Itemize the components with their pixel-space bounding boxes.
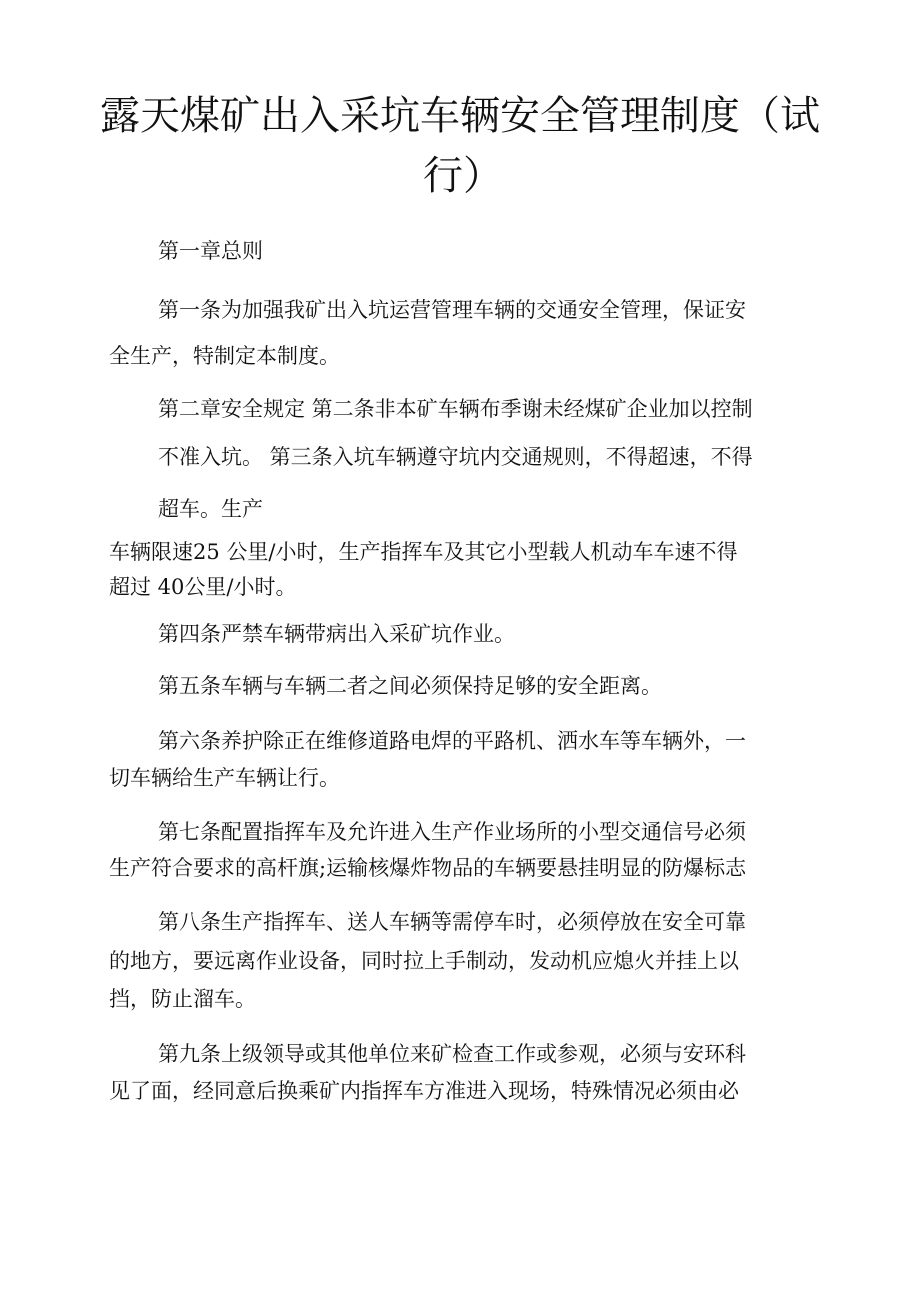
article-3-line-5: 超过 40公里/小时。 [109,575,297,599]
article-8-line-1: 第八条生产指挥车、送人车辆等需停车时，必须停放在安全可靠 [158,910,746,934]
chapter-2-line-3: 超车。生产 [158,497,263,521]
chapter-1-heading: 第一章总则 [158,239,263,263]
article-8-line-2: 的地方，要远离作业设备，同时拉上手制动，发动机应熄火并挂上以 [109,949,739,973]
article-1-line-2: 全生产，特制定本制度。 [109,344,340,368]
article-4: 第四条严禁车辆带病出入采矿坑作业。 [158,622,515,646]
article-6-line-1: 第六条养护除正在维修道路电焊的平路机、洒水车等车辆外，一 [158,729,746,753]
chapter-2-line-1: 第二章安全规定 第二条非本矿车辆布季谢未经煤矿企业加以控制 [158,397,753,421]
chapter-2-line-2: 不准入坑。 第三条入坑车辆遵守坑内交通规则，不得超速，不得 [158,445,753,469]
article-3-line-4: 车辆限速25 公里/小时，生产指挥车及其它小型载人机动车车速不得 [109,540,738,564]
article-8-line-3: 挡，防止溜车。 [109,987,256,1011]
article-7-line-2: 生产符合要求的高杆旗;运输核爆炸物品的车辆要悬挂明显的防爆标志 [109,856,747,880]
article-9-line-1: 第九条上级领导或其他单位来矿检查工作或参观，必须与安环科 [158,1042,746,1066]
document-title-line-2: 行） [423,153,503,199]
article-5: 第五条车辆与车辆二者之间必须保持足够的安全距离。 [158,674,662,698]
article-7-line-1: 第七条配置指挥车及允许进入生产作业场所的小型交通信号必须 [158,820,746,844]
article-9-line-2: 见了面，经同意后换乘矿内指挥车方准进入现场，特殊情况必须由必 [109,1079,739,1103]
article-6-line-2: 切车辆给生产车辆让行。 [109,766,340,790]
article-1-line-1: 第一条为加强我矿出入坑运营管理车辆的交通安全管理，保证安 [158,298,746,322]
document-title-line-1: 露天煤矿出入采坑车辆安全管理制度（试 [100,93,820,139]
